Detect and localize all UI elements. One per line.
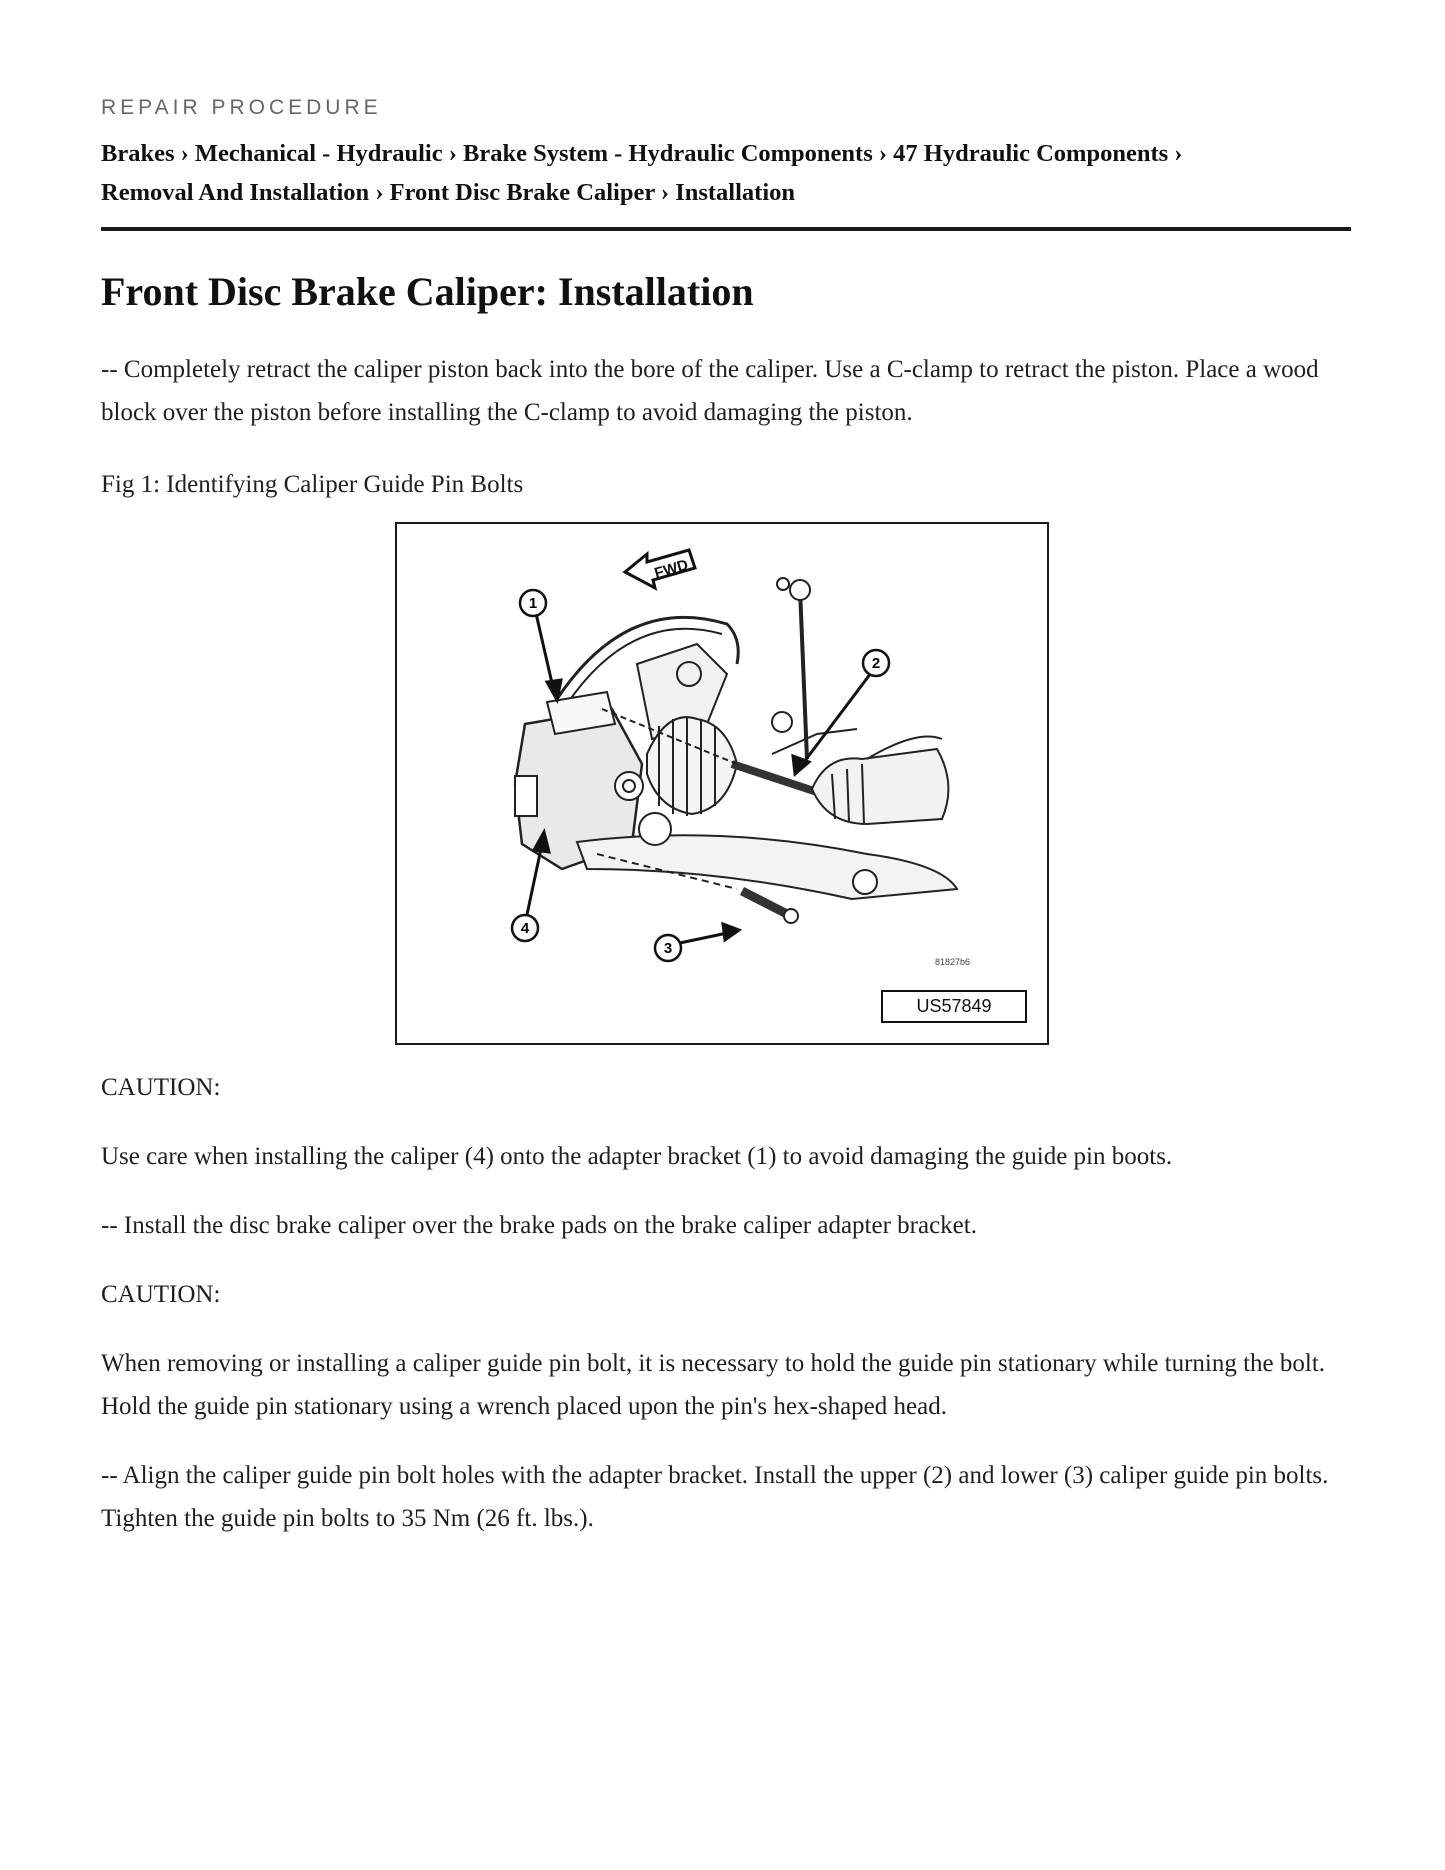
step-install-guide-pin-bolts: -- Align the caliper guide pin bolt holes with the adapter bracket. Install the upper (2) and lower (3) caliper guide pin bolts. Tighten the guide pin bolts to 35 Nm (26 ft. lbs.). [101, 1462, 1329, 1532]
breadcrumb-separator: › [878, 140, 888, 167]
breadcrumb-separator: › [660, 179, 670, 206]
callout-4: 4 [520, 920, 530, 937]
breadcrumb-item[interactable]: Brakes [101, 140, 175, 167]
breadcrumb [101, 134, 1351, 212]
caliper-figure [395, 522, 1049, 1045]
breadcrumb-separator: › [180, 140, 189, 167]
breadcrumb-item[interactable]: Mechanical - Hydraulic [194, 140, 443, 167]
callout-1: 1 [528, 595, 538, 612]
breadcrumb-item[interactable]: 47 Hydraulic Components [893, 140, 1169, 167]
caution-label: CAUTION: [101, 1074, 221, 1101]
caution-text: Use care when installing the caliper (4) onto the adapter bracket (1) to avoid damaging the guide pin boots. [101, 1143, 1173, 1170]
page-title: Front Disc Brake Caliper: Installation [101, 269, 754, 314]
breadcrumb-separator: › [448, 140, 457, 167]
callout-3: 3 [663, 940, 673, 957]
caliper-illustration [397, 524, 1047, 1043]
breadcrumb-separator: › [1174, 140, 1183, 167]
drawing-code: 81827b6 [935, 957, 971, 967]
breadcrumb-separator: › [375, 179, 384, 206]
caution-label: CAUTION: [101, 1281, 221, 1308]
figure-caption: Fig 1: Identifying Caliper Guide Pin Bolts [101, 471, 524, 498]
breadcrumb-item[interactable]: Brake System - Hydraulic Components [463, 140, 873, 167]
breadcrumb-item[interactable]: Front Disc Brake Caliper [389, 179, 655, 206]
section-kicker: REPAIR PROCEDURE [101, 96, 382, 119]
callout-2: 2 [871, 655, 881, 672]
caution-text: When removing or installing a caliper guide pin bolt, it is necessary to hold the guide pin stationary while turning the bolt. Hold the guide pin stationary using a wrench placed upon the pin's hex-shaped head. [101, 1350, 1326, 1420]
fwd-label: FWD [652, 556, 691, 583]
header-divider [101, 227, 1351, 231]
figure-id-label: US57849 [881, 990, 1027, 1023]
step-install-caliper: -- Install the disc brake caliper over the brake pads on the brake caliper adapter bracket. [101, 1212, 977, 1239]
step-retract-piston: -- Completely retract the caliper piston back into the bore of the caliper. Use a C-clamp to retract the piston. Place a wood block over the piston before installing the C-clamp to avoid damaging the piston. [101, 356, 1319, 426]
breadcrumb-item[interactable]: Removal And Installation [101, 179, 370, 206]
breadcrumb-item-current: Installation [675, 179, 796, 206]
